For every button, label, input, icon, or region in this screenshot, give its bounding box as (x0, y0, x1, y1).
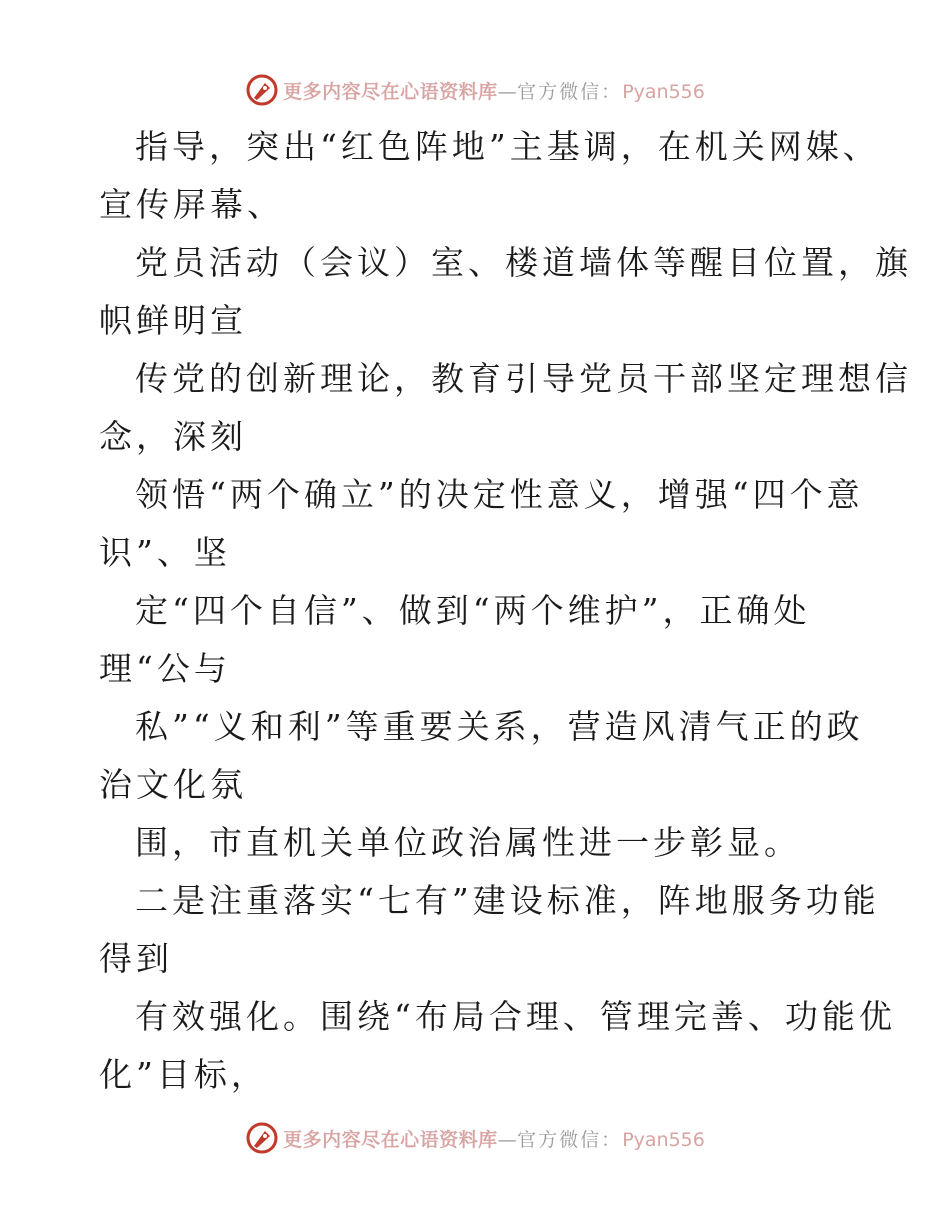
text-line: 治文化氛 (99, 765, 247, 804)
text-line: 领悟“两个确立”的决定性意义，增强“四个意 (135, 475, 864, 514)
text-line: 定“四个自信”、做到“两个维护”，正确处 (135, 591, 811, 630)
watermark-header (0, 70, 950, 110)
pen-nib-logo-icon (245, 1121, 279, 1155)
text-line: 识”、坚 (99, 533, 231, 572)
text-line: 化”目标， (99, 1055, 268, 1094)
document-body (99, 118, 912, 1104)
text-line: 围，市直机关单位政治属性进一步彰显。 (135, 823, 801, 862)
text-line: 有效强化。围绕“布局合理、管理完善、功能优 (135, 997, 896, 1036)
text-line: 念，深刻 (99, 417, 247, 456)
watermark-wechat-label: 官方微信： (517, 80, 623, 103)
watermark-wechat-id: Pyan556 (622, 1128, 705, 1151)
watermark-wechat-label: 官方微信： (517, 1128, 623, 1151)
watermark-separator: — (497, 80, 518, 103)
text-line: 二是注重落实“七有”建设标准，阵地服务功能 (135, 881, 880, 920)
watermark-wechat-id: Pyan556 (622, 80, 705, 103)
text-line: 宣传屏幕、 (99, 185, 284, 224)
watermark-text (283, 1125, 705, 1152)
text-line: 党员活动（会议）室、楼道墙体等醒目位置，旗 (135, 243, 912, 282)
pen-nib-logo-icon (245, 73, 279, 107)
watermark-brand: 更多内容尽在心语资料库 (283, 80, 498, 103)
text-line: 理“公与 (99, 649, 231, 688)
watermark-footer (0, 1118, 950, 1158)
text-line: 指导，突出“红色阵地”主基调，在机关网媒、 (135, 127, 880, 166)
text-line: 传党的创新理论，教育引导党员干部坚定理想信 (135, 359, 912, 398)
text-line: 私”“义和利”等重要关系，营造风清气正的政 (135, 707, 864, 746)
watermark-separator: — (497, 1128, 518, 1151)
watermark-text (283, 77, 705, 104)
text-line: 帜鲜明宣 (99, 301, 247, 340)
text-line: 得到 (99, 939, 173, 978)
watermark-brand: 更多内容尽在心语资料库 (283, 1128, 498, 1151)
